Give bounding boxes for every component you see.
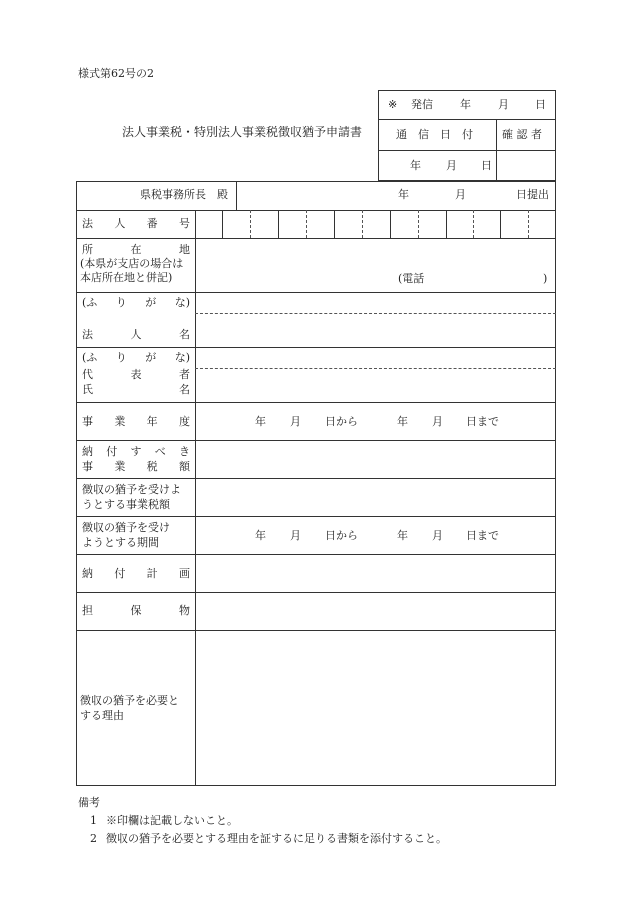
- notes-heading: 備考: [78, 796, 100, 809]
- fiscal-year-label: 事 業 年 度: [82, 415, 190, 428]
- representative-label: 代 表 者: [82, 368, 190, 381]
- fiscal-year-input[interactable]: [196, 403, 555, 439]
- tax-due-label: 納 付 す べ き: [82, 445, 190, 458]
- address-note-2: 本店所在地と併記): [80, 271, 173, 284]
- corp-name-furigana-input[interactable]: [196, 293, 555, 313]
- tax-due-label-2: 事 業 税 額: [82, 460, 190, 473]
- payment-plan-label: 納 付 計 画: [82, 567, 190, 580]
- reason-label-2: する理由: [80, 709, 124, 722]
- representative-name-label: 氏 名: [82, 383, 190, 396]
- office-sent: 発信: [411, 98, 433, 111]
- note-number: 2: [90, 832, 97, 845]
- furigana-label: (ふ り が な): [82, 296, 190, 309]
- rep-furigana-input[interactable]: [196, 348, 555, 368]
- phone-label: (電話: [398, 272, 425, 285]
- corp-number-input[interactable]: [196, 211, 555, 237]
- rep-name-input[interactable]: [196, 369, 555, 401]
- deferral-period-input[interactable]: [196, 517, 555, 553]
- corp-number-label: 法 人 番 号: [82, 217, 190, 230]
- furigana-label-2: (ふ り が な): [82, 351, 190, 364]
- payment-plan-input[interactable]: [196, 555, 555, 591]
- reason-label: 徴収の猶予を必要と: [80, 694, 179, 707]
- note-text: 徴収の猶予を必要とする理由を証するに足りる書類を添付すること。: [106, 832, 447, 845]
- corp-name-input[interactable]: [196, 314, 555, 346]
- deferral-amount-label: 徴収の猶予を受けよ: [82, 483, 181, 496]
- note-text: ※印欄は記載しないこと。: [106, 814, 238, 827]
- deferral-period-label-2: ようとする期間: [82, 536, 159, 549]
- addressee-label: 県税事務所長 殿: [140, 188, 228, 201]
- confirmer-label: 確 認 者: [502, 128, 542, 141]
- comm-date-label: 通 信 日 付: [396, 128, 473, 141]
- address-label: 所 在 地: [82, 243, 190, 256]
- deferral-amount-input[interactable]: [196, 479, 555, 515]
- collateral-label: 担 保 物: [82, 604, 190, 617]
- reason-input[interactable]: [196, 631, 555, 785]
- address-input[interactable]: [196, 239, 555, 291]
- deferral-amount-label-2: うとする事業税額: [82, 498, 170, 511]
- note-number: 1: [90, 814, 97, 827]
- office-mark: ※: [388, 98, 398, 111]
- corp-name-label: 法 人 名: [82, 328, 190, 341]
- form-title: 法人事業税・特別法人事業税徴収猶予申請書: [122, 125, 363, 139]
- form-number: 様式第62号の2: [78, 67, 154, 80]
- deferral-period-label: 徴収の猶予を受け: [82, 521, 170, 534]
- tax-due-input[interactable]: [196, 441, 555, 477]
- collateral-input[interactable]: [196, 593, 555, 629]
- submitted-label: 日提出: [516, 188, 549, 201]
- address-note-1: (本県が支店の場合は: [80, 257, 184, 270]
